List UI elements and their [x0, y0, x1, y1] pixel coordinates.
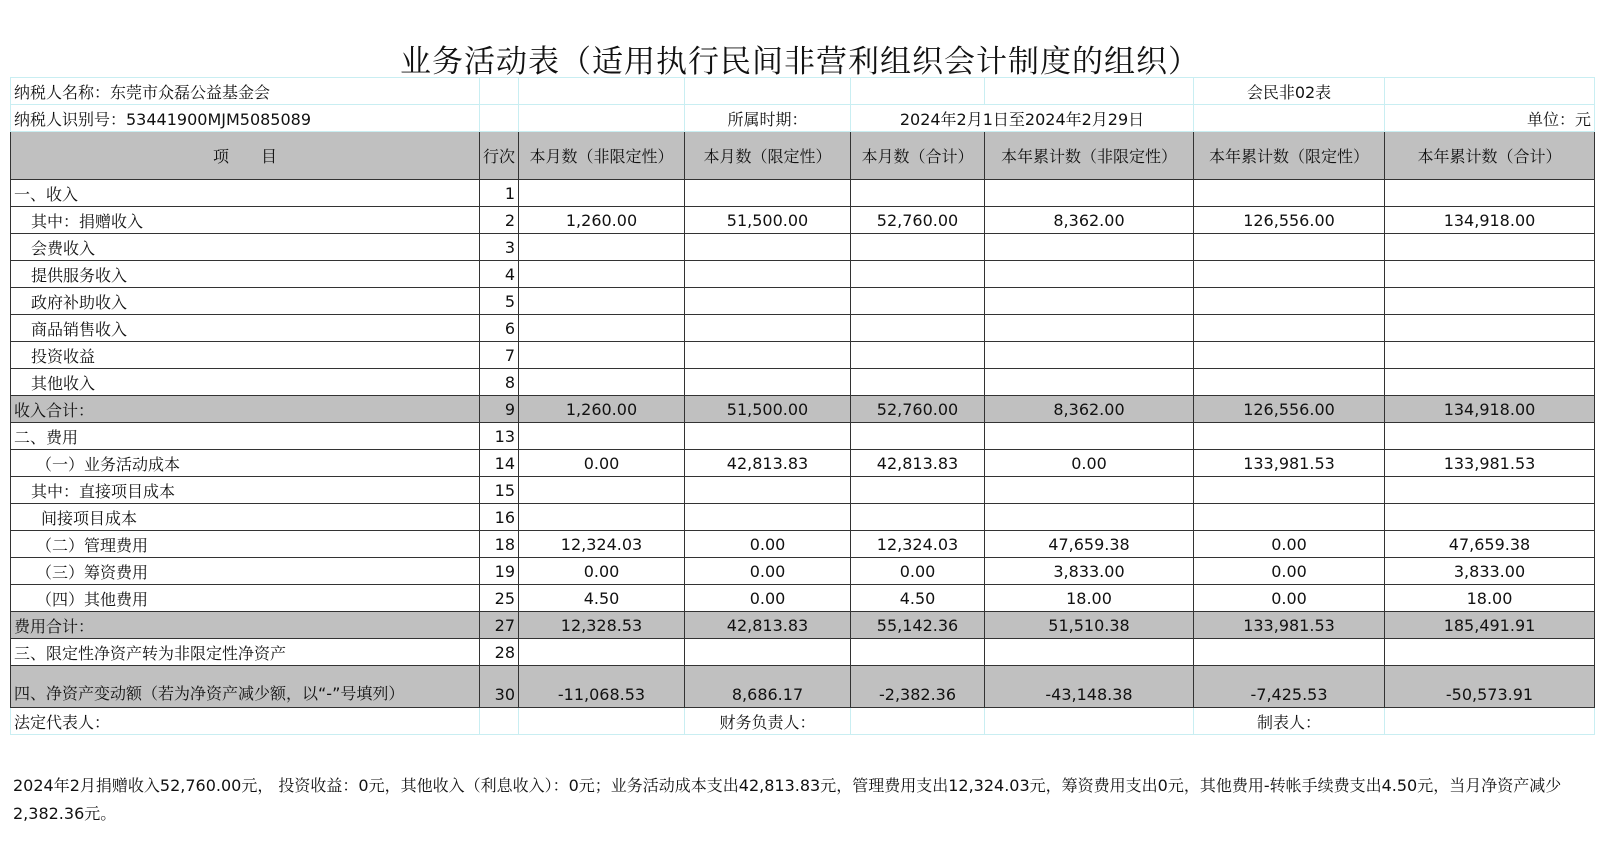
value-cell	[519, 180, 685, 207]
value-cell: 3,833.00	[985, 558, 1194, 585]
report-title: 业务活动表（适用执行民间非营利组织会计制度的组织）	[400, 44, 1200, 80]
row-label: 二、费用	[11, 423, 480, 450]
header-line-no: 行次	[480, 132, 519, 180]
value-cell	[1194, 477, 1385, 504]
value-cell	[1385, 261, 1595, 288]
value-cell: -50,573.91	[1385, 666, 1595, 708]
value-cell: 52,760.00	[851, 207, 985, 234]
table-row	[11, 315, 1595, 342]
value-cell: 0.00	[519, 558, 685, 585]
row-label: （一）业务活动成本	[11, 450, 480, 477]
value-cell: -7,425.53	[1194, 666, 1385, 708]
table-row	[11, 369, 1595, 396]
value-cell: -11,068.53	[519, 666, 685, 708]
value-cell	[985, 423, 1194, 450]
row-line-number: 16	[480, 504, 519, 531]
row-label: 四、净资产变动额（若为净资产减少额，以“-”号填列）	[11, 666, 480, 708]
value-cell: 3,833.00	[1385, 558, 1595, 585]
row-line-number: 3	[480, 234, 519, 261]
value-cell: 0.00	[1194, 531, 1385, 558]
row-line-number: 9	[480, 396, 519, 423]
column-header-row	[11, 132, 1595, 180]
value-cell	[851, 423, 985, 450]
value-cell	[519, 234, 685, 261]
value-cell	[519, 639, 685, 666]
value-cell: 8,686.17	[685, 666, 851, 708]
value-cell	[1385, 477, 1595, 504]
value-cell	[985, 234, 1194, 261]
value-cell: 133,981.53	[1385, 450, 1595, 477]
value-cell: 51,500.00	[685, 207, 851, 234]
value-cell	[685, 342, 851, 369]
row-line-number: 27	[480, 612, 519, 639]
value-cell	[1385, 288, 1595, 315]
value-cell: 0.00	[519, 450, 685, 477]
value-cell: 47,659.38	[985, 531, 1194, 558]
value-cell	[685, 180, 851, 207]
header-ytd-unrestricted: 本年累计数（非限定性）	[985, 132, 1194, 180]
value-cell	[851, 342, 985, 369]
row-label: 其他收入	[11, 369, 480, 396]
signature-row	[11, 708, 1595, 735]
taxpayer-id: 纳税人识别号：53441900MJM5085089	[11, 105, 480, 132]
value-cell	[1194, 315, 1385, 342]
row-label: 费用合计：	[11, 612, 480, 639]
meta-row-2	[11, 105, 1595, 132]
value-cell	[985, 261, 1194, 288]
value-cell	[851, 477, 985, 504]
row-line-number: 1	[480, 180, 519, 207]
table-row	[11, 531, 1595, 558]
table-row	[11, 585, 1595, 612]
table-row	[11, 666, 1595, 708]
value-cell: 4.50	[519, 585, 685, 612]
table-row	[11, 504, 1595, 531]
value-cell	[1194, 639, 1385, 666]
value-cell	[519, 342, 685, 369]
value-cell	[1194, 369, 1385, 396]
value-cell	[519, 477, 685, 504]
value-cell	[851, 180, 985, 207]
value-cell: 1,260.00	[519, 396, 685, 423]
value-cell	[1385, 342, 1595, 369]
value-cell	[985, 504, 1194, 531]
row-label: （三）筹资费用	[11, 558, 480, 585]
value-cell: 0.00	[851, 558, 985, 585]
period-value: 2024年2月1日至2024年2月29日	[851, 105, 1194, 132]
value-cell	[1194, 180, 1385, 207]
row-label: 提供服务收入	[11, 261, 480, 288]
value-cell	[685, 315, 851, 342]
table-row	[11, 261, 1595, 288]
value-cell	[851, 369, 985, 396]
header-month-restricted: 本月数（限定性）	[685, 132, 851, 180]
value-cell	[685, 477, 851, 504]
row-line-number: 28	[480, 639, 519, 666]
value-cell	[985, 180, 1194, 207]
row-line-number: 7	[480, 342, 519, 369]
value-cell	[1194, 261, 1385, 288]
value-cell	[1385, 639, 1595, 666]
row-label: 三、限定性净资产转为非限定性净资产	[11, 639, 480, 666]
row-label: 投资收益	[11, 342, 480, 369]
value-cell: 134,918.00	[1385, 396, 1595, 423]
value-cell	[519, 288, 685, 315]
table-row	[11, 558, 1595, 585]
value-cell: 42,813.83	[685, 450, 851, 477]
value-cell: 133,981.53	[1194, 612, 1385, 639]
table-row	[11, 423, 1595, 450]
table-row	[11, 342, 1595, 369]
finance-head-label: 财务负责人：	[685, 708, 851, 735]
value-cell	[851, 261, 985, 288]
value-cell: 12,328.53	[519, 612, 685, 639]
value-cell: 12,324.03	[851, 531, 985, 558]
row-label: 其中：捐赠收入	[11, 207, 480, 234]
row-label: （二）管理费用	[11, 531, 480, 558]
value-cell	[851, 288, 985, 315]
value-cell	[1194, 504, 1385, 531]
value-cell: 18.00	[985, 585, 1194, 612]
row-line-number: 4	[480, 261, 519, 288]
table-row	[11, 396, 1595, 423]
value-cell	[1385, 504, 1595, 531]
table-row	[11, 207, 1595, 234]
value-cell: 0.00	[685, 585, 851, 612]
activity-statement-table	[10, 77, 1595, 735]
value-cell	[985, 288, 1194, 315]
preparer-label: 制表人：	[1194, 708, 1385, 735]
value-cell: 47,659.38	[1385, 531, 1595, 558]
value-cell	[685, 504, 851, 531]
value-cell: 55,142.36	[851, 612, 985, 639]
header-ytd-restricted: 本年累计数（限定性）	[1194, 132, 1385, 180]
form-code: 会民非02表	[1194, 78, 1385, 105]
row-line-number: 5	[480, 288, 519, 315]
row-label: 商品销售收入	[11, 315, 480, 342]
value-cell: 0.00	[985, 450, 1194, 477]
unit-label: 单位：元	[1385, 105, 1595, 132]
value-cell	[851, 315, 985, 342]
row-line-number: 25	[480, 585, 519, 612]
value-cell: 8,362.00	[985, 207, 1194, 234]
value-cell	[1194, 423, 1385, 450]
value-cell	[985, 369, 1194, 396]
table-row	[11, 477, 1595, 504]
value-cell: 0.00	[1194, 558, 1385, 585]
value-cell	[851, 234, 985, 261]
value-cell: -2,382.36	[851, 666, 985, 708]
row-line-number: 14	[480, 450, 519, 477]
value-cell	[519, 261, 685, 288]
value-cell: 133,981.53	[1194, 450, 1385, 477]
summary-note: 2024年2月捐赠收入52,760.00元， 投资收益：0元，其他收入（利息收入）：0元；业务活动成本支出42,813.83元，管理费用支出12,324.03元，筹资费用支出0元，其他费用-转帐手续费支出4.50元，当月净资产减少2,382.36元。	[13, 776, 1562, 823]
row-label: 一、收入	[11, 180, 480, 207]
header-month-total: 本月数（合计）	[851, 132, 985, 180]
value-cell	[685, 369, 851, 396]
value-cell	[985, 315, 1194, 342]
value-cell: 0.00	[685, 531, 851, 558]
row-line-number: 8	[480, 369, 519, 396]
table-row	[11, 180, 1595, 207]
header-item: 项 目	[11, 132, 480, 180]
legal-rep-label: 法定代表人：	[11, 708, 480, 735]
value-cell: 18.00	[1385, 585, 1595, 612]
value-cell	[519, 315, 685, 342]
value-cell: 52,760.00	[851, 396, 985, 423]
value-cell	[685, 261, 851, 288]
value-cell: 126,556.00	[1194, 207, 1385, 234]
value-cell: 0.00	[685, 558, 851, 585]
table-body	[11, 180, 1595, 708]
row-label: 间接项目成本	[11, 504, 480, 531]
value-cell: 1,260.00	[519, 207, 685, 234]
table-row	[11, 450, 1595, 477]
value-cell: 42,813.83	[851, 450, 985, 477]
row-line-number: 6	[480, 315, 519, 342]
row-line-number: 13	[480, 423, 519, 450]
value-cell: 51,500.00	[685, 396, 851, 423]
value-cell: 134,918.00	[1385, 207, 1595, 234]
value-cell	[985, 342, 1194, 369]
value-cell	[519, 423, 685, 450]
value-cell: 4.50	[851, 585, 985, 612]
row-line-number: 18	[480, 531, 519, 558]
table-row	[11, 234, 1595, 261]
meta-row-1	[11, 78, 1595, 105]
table-row	[11, 612, 1595, 639]
value-cell	[1385, 234, 1595, 261]
row-label: 会费收入	[11, 234, 480, 261]
row-label: 其中：直接项目成本	[11, 477, 480, 504]
header-ytd-total: 本年累计数（合计）	[1385, 132, 1595, 180]
value-cell	[985, 639, 1194, 666]
value-cell: 126,556.00	[1194, 396, 1385, 423]
value-cell: 8,362.00	[985, 396, 1194, 423]
row-line-number: 19	[480, 558, 519, 585]
row-line-number: 15	[480, 477, 519, 504]
value-cell	[1385, 180, 1595, 207]
value-cell	[685, 639, 851, 666]
taxpayer-name: 纳税人名称：东莞市众磊公益基金会	[11, 78, 480, 105]
value-cell: 0.00	[1194, 585, 1385, 612]
row-line-number: 2	[480, 207, 519, 234]
value-cell: 42,813.83	[685, 612, 851, 639]
value-cell	[1385, 423, 1595, 450]
header-month-unrestricted: 本月数（非限定性）	[519, 132, 685, 180]
value-cell	[519, 369, 685, 396]
row-line-number: 30	[480, 666, 519, 708]
value-cell	[851, 639, 985, 666]
value-cell: 12,324.03	[519, 531, 685, 558]
value-cell: 185,491.91	[1385, 612, 1595, 639]
value-cell	[685, 234, 851, 261]
table-row	[11, 288, 1595, 315]
value-cell	[1194, 342, 1385, 369]
value-cell	[851, 504, 985, 531]
value-cell	[1385, 369, 1595, 396]
row-label: 收入合计：	[11, 396, 480, 423]
row-label: （四）其他费用	[11, 585, 480, 612]
value-cell	[519, 504, 685, 531]
value-cell: -43,148.38	[985, 666, 1194, 708]
value-cell	[685, 288, 851, 315]
value-cell: 51,510.38	[985, 612, 1194, 639]
value-cell	[985, 477, 1194, 504]
value-cell	[1385, 315, 1595, 342]
value-cell	[685, 423, 851, 450]
value-cell	[1194, 288, 1385, 315]
row-label: 政府补助收入	[11, 288, 480, 315]
value-cell	[1194, 234, 1385, 261]
table-row	[11, 639, 1595, 666]
period-label: 所属时期：	[685, 105, 851, 132]
